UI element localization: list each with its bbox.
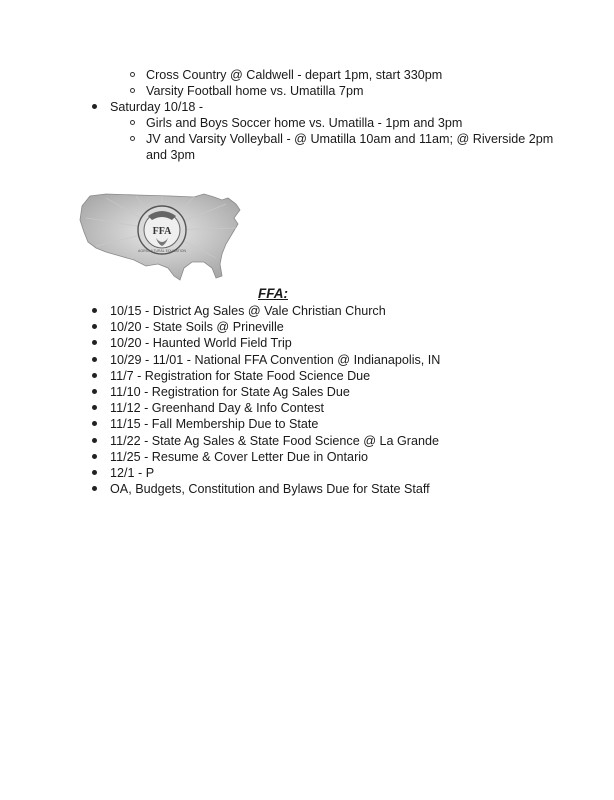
list-bullet — [92, 438, 97, 443]
ffa-heading: FFA: — [258, 286, 288, 301]
list-bullet — [92, 308, 97, 313]
ffa-list-item: 10/15 - District Ag Sales @ Vale Christian Church — [110, 304, 386, 318]
list-bullet — [92, 324, 97, 329]
ffa-list-item: 11/22 - State Ag Sales & State Food Science @ La Grande — [110, 433, 439, 448]
ffa-list-item: 11/15 - Fall Membership Due to State — [110, 417, 319, 432]
list-bullet — [92, 104, 97, 109]
ffa-list-item: 11/12 - Greenhand Day & Info Contest — [110, 401, 324, 416]
list-bullet — [92, 405, 97, 410]
ffa-list-item: 10/20 - State Soils @ Prineville — [110, 320, 284, 335]
ffa-list-item: OA, Budgets, Constitution and Bylaws Due for State Staff — [110, 482, 430, 497]
list-item-continuation: and 3pm — [146, 148, 196, 162]
list-bullet — [92, 470, 97, 475]
list-bullet — [92, 340, 97, 345]
list-bullet — [92, 421, 97, 426]
ffa-list-item: 11/10 - Registration for State Ag Sales Due — [110, 385, 350, 399]
list-item: Girls and Boys Soccer home vs. Umatilla - 1pm and 3pm — [146, 116, 463, 130]
ffa-list-item: 11/7 - Registration for State Food Science Due — [110, 368, 371, 383]
list-bullet — [92, 486, 97, 491]
list-bullet — [130, 136, 135, 141]
list-bullet — [92, 373, 97, 378]
list-bullet — [92, 389, 97, 394]
emblem-ffa-letters: FFA — [152, 226, 172, 237]
list-bullet — [92, 454, 97, 459]
ffa-list-item: 11/25 - Resume & Cover Letter Due in Ontario — [110, 449, 369, 464]
list-bullet — [130, 88, 135, 93]
ffa-list-item: 10/20 - Haunted World Field Trip — [110, 336, 292, 351]
ffa-emblem-map — [76, 188, 246, 286]
ffa-list-item: 10/29 - 11/01 - National FFA Convention @ Indianapolis, IN — [110, 352, 441, 367]
list-bullet — [130, 120, 135, 125]
ffa-list-item: 12/1 - P — [110, 466, 155, 480]
list-item: Varsity Football home vs. Umatilla 7pm — [146, 84, 364, 98]
list-item: JV and Varsity Volleyball - @ Umatilla 10am and 11am; @ Riverside 2pm — [146, 132, 554, 146]
list-item: Saturday 10/18 - — [110, 100, 204, 114]
list-bullet — [92, 357, 97, 362]
list-bullet — [130, 72, 135, 77]
list-item: Cross Country @ Caldwell - depart 1pm, start 330pm — [146, 68, 443, 82]
emblem-ring-text: AGRICULTURAL EDUCATION — [138, 249, 186, 253]
